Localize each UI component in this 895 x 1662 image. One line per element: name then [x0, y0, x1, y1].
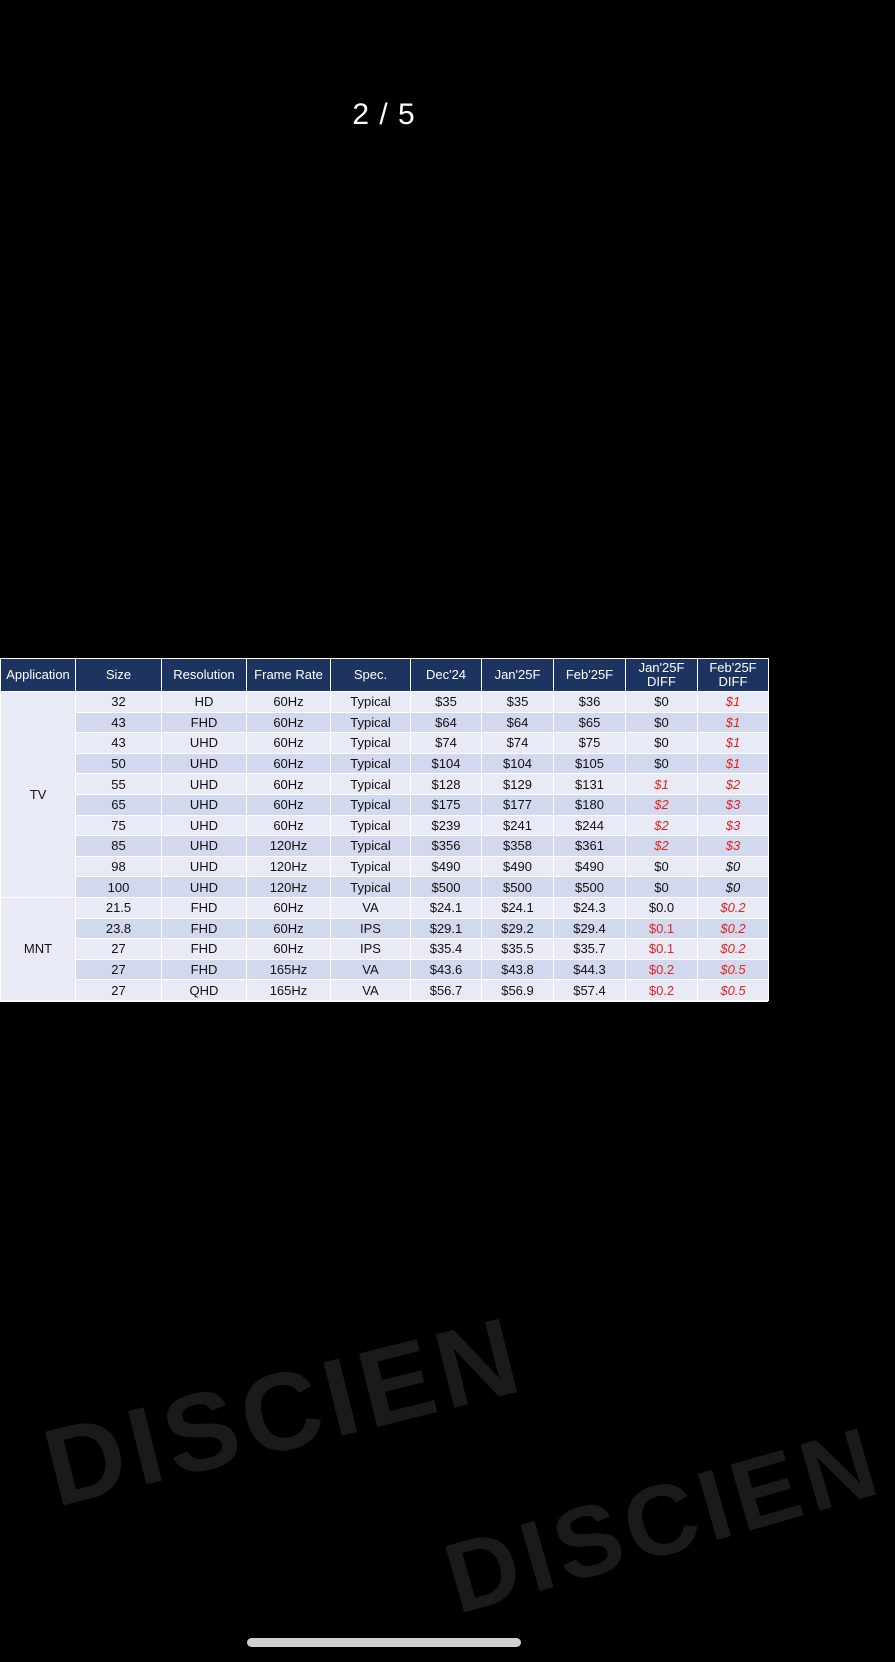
cell-frame-rate: 60Hz — [247, 733, 331, 754]
cell-jan25f: $177 — [482, 794, 554, 815]
cell-spec: VA — [331, 897, 411, 918]
cell-feb-diff: $1 — [698, 712, 769, 733]
cell-jan25f: $241 — [482, 815, 554, 836]
cell-size: 43 — [76, 712, 162, 733]
watermark-logo: DISCIEN — [32, 1292, 536, 1531]
cell-spec: Typical — [331, 794, 411, 815]
cell-size: 85 — [76, 836, 162, 857]
cell-jan-diff: $2 — [626, 815, 698, 836]
cell-resolution: UHD — [162, 856, 247, 877]
cell-feb-diff: $0.2 — [698, 939, 769, 960]
cell-feb-diff: $2 — [698, 774, 769, 795]
cell-frame-rate: 60Hz — [247, 692, 331, 713]
cell-jan-diff: $0.2 — [626, 959, 698, 980]
table-row — [1, 959, 769, 980]
application-cell: TV — [1, 692, 76, 898]
cell-spec: Typical — [331, 877, 411, 898]
cell-dec24: $356 — [411, 836, 482, 857]
cell-resolution: FHD — [162, 897, 247, 918]
cell-jan-diff: $0 — [626, 692, 698, 713]
cell-dec24: $239 — [411, 815, 482, 836]
cell-jan25f: $29.2 — [482, 918, 554, 939]
cell-spec: IPS — [331, 918, 411, 939]
cell-resolution: UHD — [162, 753, 247, 774]
table-row — [1, 939, 769, 960]
cell-feb-diff: $3 — [698, 836, 769, 857]
page-counter: 2 / 5 — [352, 98, 416, 131]
cell-jan25f: $24.1 — [482, 897, 554, 918]
table-row — [1, 815, 769, 836]
cell-jan-diff: $0 — [626, 753, 698, 774]
cell-size: 75 — [76, 815, 162, 836]
cell-feb-diff: $0.5 — [698, 959, 769, 980]
cell-resolution: FHD — [162, 959, 247, 980]
header-application: Application — [1, 659, 76, 692]
cell-feb25f: $490 — [554, 856, 626, 877]
cell-feb-diff: $0 — [698, 877, 769, 898]
cell-jan-diff: $0.0 — [626, 897, 698, 918]
cell-size: 65 — [76, 794, 162, 815]
cell-feb25f: $57.4 — [554, 980, 626, 1001]
cell-jan-diff: $0.1 — [626, 918, 698, 939]
cell-jan-diff: $0 — [626, 877, 698, 898]
cell-resolution: UHD — [162, 877, 247, 898]
cell-jan25f: $358 — [482, 836, 554, 857]
cell-feb-diff: $0 — [698, 856, 769, 877]
table-body — [1, 692, 769, 1001]
table-row — [1, 692, 769, 713]
cell-spec: Typical — [331, 712, 411, 733]
cell-feb25f: $131 — [554, 774, 626, 795]
table-header-row — [1, 659, 769, 692]
cell-feb25f: $244 — [554, 815, 626, 836]
cell-jan25f: $74 — [482, 733, 554, 754]
cell-dec24: $43.6 — [411, 959, 482, 980]
home-indicator[interactable] — [247, 1638, 521, 1647]
header-dec24: Dec'24 — [411, 659, 482, 692]
cell-size: 27 — [76, 939, 162, 960]
cell-jan-diff: $0.1 — [626, 939, 698, 960]
cell-jan25f: $56.9 — [482, 980, 554, 1001]
cell-feb25f: $36 — [554, 692, 626, 713]
cell-size: 27 — [76, 980, 162, 1001]
cell-resolution: QHD — [162, 980, 247, 1001]
cell-frame-rate: 60Hz — [247, 794, 331, 815]
cell-jan25f: $35.5 — [482, 939, 554, 960]
cell-frame-rate: 165Hz — [247, 959, 331, 980]
table-row — [1, 877, 769, 898]
cell-frame-rate: 60Hz — [247, 918, 331, 939]
cell-size: 50 — [76, 753, 162, 774]
cell-dec24: $64 — [411, 712, 482, 733]
table-row — [1, 794, 769, 815]
cell-feb25f: $35.7 — [554, 939, 626, 960]
cell-resolution: UHD — [162, 774, 247, 795]
cell-jan-diff: $0 — [626, 856, 698, 877]
cell-feb25f: $105 — [554, 753, 626, 774]
cell-spec: Typical — [331, 836, 411, 857]
table-row — [1, 980, 769, 1001]
table-row — [1, 836, 769, 857]
table-row — [1, 897, 769, 918]
cell-frame-rate: 120Hz — [247, 836, 331, 857]
cell-jan-diff: $0.2 — [626, 980, 698, 1001]
table-row — [1, 712, 769, 733]
cell-spec: VA — [331, 980, 411, 1001]
cell-frame-rate: 120Hz — [247, 856, 331, 877]
cell-size: 27 — [76, 959, 162, 980]
cell-feb-diff: $1 — [698, 733, 769, 754]
cell-feb-diff: $3 — [698, 794, 769, 815]
table-row — [1, 856, 769, 877]
header-frame-rate: Frame Rate — [247, 659, 331, 692]
cell-dec24: $35 — [411, 692, 482, 713]
cell-spec: Typical — [331, 733, 411, 754]
cell-resolution: UHD — [162, 794, 247, 815]
cell-jan-diff: $0 — [626, 733, 698, 754]
cell-frame-rate: 60Hz — [247, 774, 331, 795]
cell-dec24: $56.7 — [411, 980, 482, 1001]
cell-dec24: $35.4 — [411, 939, 482, 960]
cell-feb25f: $24.3 — [554, 897, 626, 918]
cell-frame-rate: 60Hz — [247, 897, 331, 918]
cell-size: 55 — [76, 774, 162, 795]
cell-jan25f: $35 — [482, 692, 554, 713]
cell-feb-diff: $0.2 — [698, 897, 769, 918]
cell-frame-rate: 165Hz — [247, 980, 331, 1001]
cell-resolution: FHD — [162, 712, 247, 733]
table-row — [1, 753, 769, 774]
cell-frame-rate: 60Hz — [247, 753, 331, 774]
cell-jan-diff: $0 — [626, 712, 698, 733]
cell-resolution: UHD — [162, 815, 247, 836]
header-feb25f-diff: Feb'25F DIFF — [698, 659, 769, 692]
cell-dec24: $500 — [411, 877, 482, 898]
cell-frame-rate: 120Hz — [247, 877, 331, 898]
cell-size: 98 — [76, 856, 162, 877]
cell-resolution: UHD — [162, 836, 247, 857]
cell-jan25f: $104 — [482, 753, 554, 774]
cell-dec24: $175 — [411, 794, 482, 815]
header-size: Size — [76, 659, 162, 692]
cell-size: 100 — [76, 877, 162, 898]
price-table — [0, 658, 769, 1001]
cell-dec24: $490 — [411, 856, 482, 877]
cell-dec24: $104 — [411, 753, 482, 774]
cell-resolution: FHD — [162, 939, 247, 960]
cell-dec24: $128 — [411, 774, 482, 795]
cell-feb-diff: $0.2 — [698, 918, 769, 939]
cell-resolution: FHD — [162, 918, 247, 939]
cell-jan25f: $500 — [482, 877, 554, 898]
cell-feb25f: $44.3 — [554, 959, 626, 980]
table-row — [1, 774, 769, 795]
cell-jan25f: $43.8 — [482, 959, 554, 980]
cell-frame-rate: 60Hz — [247, 939, 331, 960]
cell-size: 43 — [76, 733, 162, 754]
cell-size: 21.5 — [76, 897, 162, 918]
cell-feb25f: $29.4 — [554, 918, 626, 939]
cell-feb25f: $180 — [554, 794, 626, 815]
watermark-logo: DISCIEN — [433, 1404, 895, 1636]
cell-frame-rate: 60Hz — [247, 815, 331, 836]
cell-dec24: $29.1 — [411, 918, 482, 939]
cell-size: 32 — [76, 692, 162, 713]
cell-jan25f: $129 — [482, 774, 554, 795]
cell-jan-diff: $1 — [626, 774, 698, 795]
cell-resolution: HD — [162, 692, 247, 713]
cell-feb25f: $65 — [554, 712, 626, 733]
cell-jan-diff: $2 — [626, 794, 698, 815]
cell-size: 23.8 — [76, 918, 162, 939]
cell-feb-diff: $0.5 — [698, 980, 769, 1001]
application-cell: MNT — [1, 897, 76, 1000]
header-jan25f: Jan'25F — [482, 659, 554, 692]
price-table-image[interactable] — [0, 658, 895, 1636]
cell-dec24: $24.1 — [411, 897, 482, 918]
table-row — [1, 918, 769, 939]
header-feb25f: Feb'25F — [554, 659, 626, 692]
cell-spec: Typical — [331, 753, 411, 774]
cell-spec: Typical — [331, 692, 411, 713]
cell-spec: Typical — [331, 856, 411, 877]
cell-jan-diff: $2 — [626, 836, 698, 857]
cell-spec: VA — [331, 959, 411, 980]
cell-feb25f: $75 — [554, 733, 626, 754]
cell-feb25f: $361 — [554, 836, 626, 857]
header-spec: Spec. — [331, 659, 411, 692]
cell-jan25f: $64 — [482, 712, 554, 733]
cell-frame-rate: 60Hz — [247, 712, 331, 733]
cell-feb-diff: $1 — [698, 753, 769, 774]
cell-spec: Typical — [331, 815, 411, 836]
header-resolution: Resolution — [162, 659, 247, 692]
cell-spec: Typical — [331, 774, 411, 795]
cell-feb25f: $500 — [554, 877, 626, 898]
cell-resolution: UHD — [162, 733, 247, 754]
cell-feb-diff: $1 — [698, 692, 769, 713]
cell-dec24: $74 — [411, 733, 482, 754]
cell-feb-diff: $3 — [698, 815, 769, 836]
cell-spec: IPS — [331, 939, 411, 960]
header-jan25f-diff: Jan'25F DIFF — [626, 659, 698, 692]
table-row — [1, 733, 769, 754]
cell-jan25f: $490 — [482, 856, 554, 877]
